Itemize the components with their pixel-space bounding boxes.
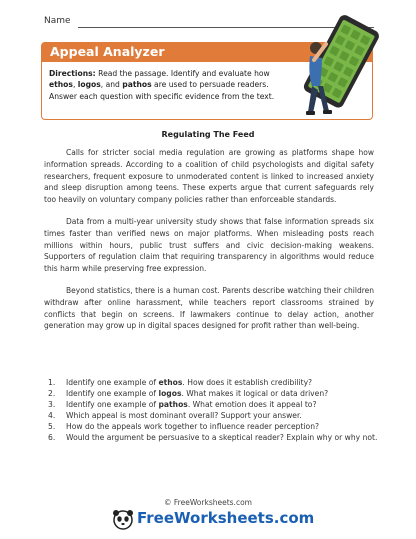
directions-sep-1: , bbox=[72, 80, 78, 90]
term-pathos: pathos bbox=[122, 80, 152, 90]
passage-body bbox=[44, 147, 374, 342]
directions-sep-2: , and bbox=[100, 80, 123, 90]
question-number: 3. bbox=[48, 400, 56, 410]
question-item bbox=[48, 410, 378, 421]
question-item bbox=[48, 432, 378, 443]
question-number: 6. bbox=[48, 433, 56, 443]
panda-logo-icon bbox=[112, 508, 134, 530]
question-text-end: . What emotion does it appeal to? bbox=[187, 400, 317, 410]
question-text: Which appeal is most dominant overall? Support your answer. bbox=[66, 411, 302, 421]
term-ethos: ethos bbox=[49, 80, 73, 90]
name-label: Name bbox=[44, 16, 71, 26]
question-text: Would the argument be persuasive to a skeptical reader? Explain why or why not. bbox=[66, 433, 378, 443]
question-term: pathos bbox=[158, 400, 188, 410]
question-text: Identify one example of bbox=[66, 378, 159, 387]
question-number: 4. bbox=[48, 411, 56, 421]
directions-part-1: Read the passage. Identify and evaluate how bbox=[95, 69, 270, 78]
question-number: 5. bbox=[48, 422, 56, 432]
directions-text bbox=[49, 68, 287, 102]
question-item bbox=[48, 399, 378, 410]
question-text: Identify one example of bbox=[66, 400, 159, 410]
question-text-end: . What makes it logical or data driven? bbox=[181, 389, 329, 399]
question-term: logos bbox=[158, 389, 182, 399]
directions-label: Directions: bbox=[49, 69, 96, 78]
term-logos: logos bbox=[77, 80, 101, 90]
question-text: How do the appeals work together to influence reader perception? bbox=[66, 422, 320, 432]
question-list bbox=[48, 377, 378, 444]
question-item bbox=[48, 388, 378, 399]
directions-part-2: are used to persuade readers. Answer each question with specific evidence from the text. bbox=[49, 80, 275, 101]
question-term: ethos bbox=[158, 378, 183, 387]
logo-text: FreeWorksheets.com bbox=[137, 509, 315, 527]
passage-paragraph: Beyond statistics, there is a human cost. Parents describe watching their children withdraw after online harassment, while teachers report classrooms strained by conflicts that begin on screens. If lawmakers continue to delay action, another generation may grow up in digital spaces designed for profit rather than well-being. bbox=[44, 285, 374, 331]
question-number: 1. bbox=[48, 378, 56, 387]
passage-title: Regulating The Feed bbox=[161, 130, 255, 139]
question-text: Identify one example of bbox=[66, 389, 159, 399]
question-item bbox=[48, 377, 378, 388]
person-carrying-phone-illustration bbox=[278, 14, 388, 126]
worksheet-title: Appeal Analyzer bbox=[50, 44, 165, 59]
passage-paragraph: Calls for stricter social media regulation are growing as platforms shape how information spreads. According to a coalition of child psychologists and digital safety researchers, frequent exposure to unmoderated content is linked to increased anxiety and sleep disruption among teens. These experts argue that current safeguards rely too heavily on voluntary company policies rather than enforceable standards. bbox=[44, 148, 374, 205]
question-item bbox=[48, 421, 378, 432]
copyright-credit: © FreeWorksheets.com bbox=[164, 498, 252, 507]
question-number: 2. bbox=[48, 389, 56, 399]
question-text-end: . How does it establish credibility? bbox=[182, 378, 313, 387]
passage-paragraph: Data from a multi-year university study shows that false information spreads six times faster than verified news on major platforms. When misleading posts reach millions within hours, public trust suffers and civic decision-making weakens. Supporters of regulation claim that requiring transparency in algorithms would reduce this harm while preserving free expression. bbox=[44, 216, 374, 274]
